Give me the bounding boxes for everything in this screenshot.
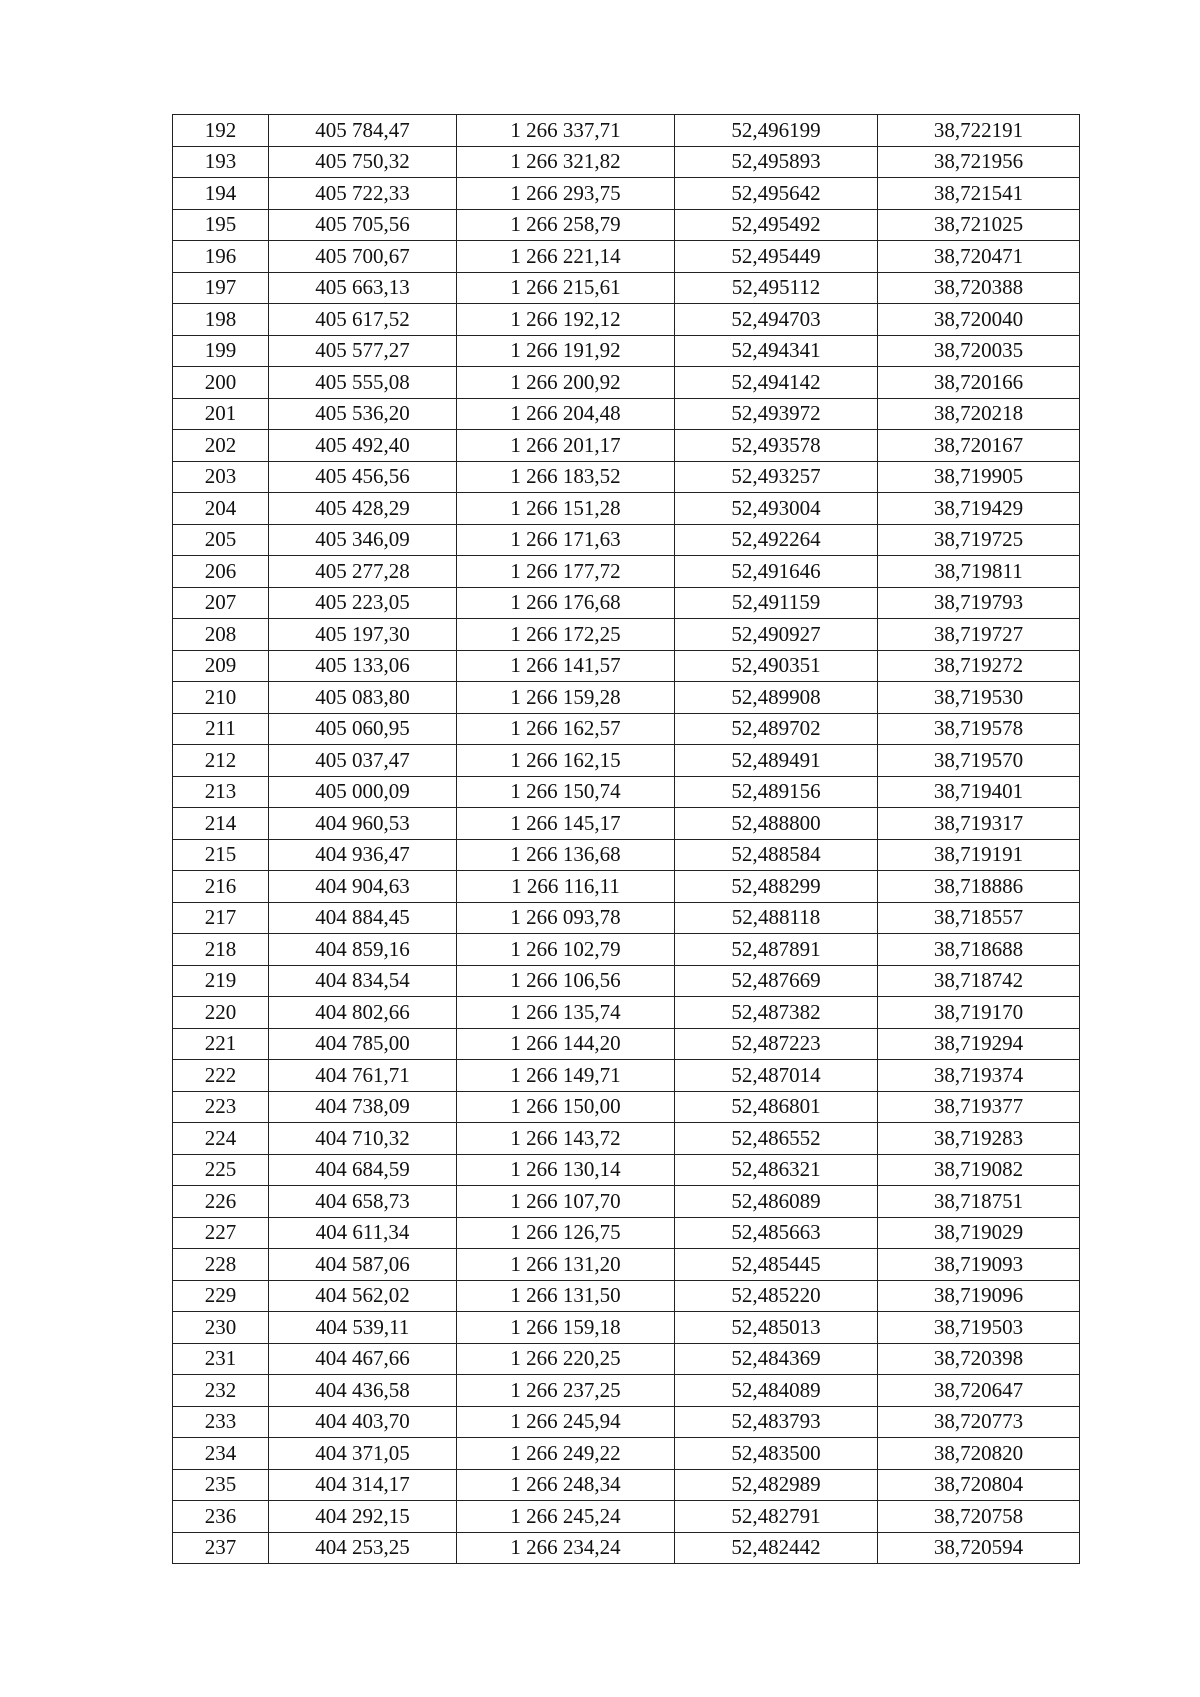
y-coordinate-cell: 1 266 107,70 <box>457 1186 675 1218</box>
point-number-cell: 206 <box>173 556 269 588</box>
latitude-cell: 52,488299 <box>675 871 878 903</box>
longitude-cell: 38,719170 <box>878 997 1080 1029</box>
longitude-cell: 38,719283 <box>878 1123 1080 1155</box>
x-coordinate-cell: 405 577,27 <box>269 335 457 367</box>
point-number-cell: 226 <box>173 1186 269 1218</box>
longitude-cell: 38,719570 <box>878 745 1080 777</box>
latitude-cell: 52,485220 <box>675 1280 878 1312</box>
point-number-cell: 194 <box>173 178 269 210</box>
table-row <box>173 1028 1080 1060</box>
y-coordinate-cell: 1 266 200,92 <box>457 367 675 399</box>
x-coordinate-cell: 405 133,06 <box>269 650 457 682</box>
latitude-cell: 52,494142 <box>675 367 878 399</box>
latitude-cell: 52,485445 <box>675 1249 878 1281</box>
latitude-cell: 52,486089 <box>675 1186 878 1218</box>
latitude-cell: 52,485013 <box>675 1312 878 1344</box>
longitude-cell: 38,720166 <box>878 367 1080 399</box>
longitude-cell: 38,718557 <box>878 902 1080 934</box>
point-number-cell: 218 <box>173 934 269 966</box>
longitude-cell: 38,721956 <box>878 146 1080 178</box>
x-coordinate-cell: 404 936,47 <box>269 839 457 871</box>
point-number-cell: 197 <box>173 272 269 304</box>
table-row <box>173 619 1080 651</box>
latitude-cell: 52,491159 <box>675 587 878 619</box>
latitude-cell: 52,488800 <box>675 808 878 840</box>
point-number-cell: 236 <box>173 1501 269 1533</box>
point-number-cell: 204 <box>173 493 269 525</box>
x-coordinate-cell: 404 562,02 <box>269 1280 457 1312</box>
point-number-cell: 210 <box>173 682 269 714</box>
table-row <box>173 1438 1080 1470</box>
longitude-cell: 38,719811 <box>878 556 1080 588</box>
point-number-cell: 233 <box>173 1406 269 1438</box>
y-coordinate-cell: 1 266 245,94 <box>457 1406 675 1438</box>
x-coordinate-cell: 404 761,71 <box>269 1060 457 1092</box>
x-coordinate-cell: 405 000,09 <box>269 776 457 808</box>
x-coordinate-cell: 404 960,53 <box>269 808 457 840</box>
longitude-cell: 38,718688 <box>878 934 1080 966</box>
point-number-cell: 200 <box>173 367 269 399</box>
x-coordinate-cell: 405 428,29 <box>269 493 457 525</box>
point-number-cell: 230 <box>173 1312 269 1344</box>
longitude-cell: 38,719401 <box>878 776 1080 808</box>
y-coordinate-cell: 1 266 150,74 <box>457 776 675 808</box>
point-number-cell: 207 <box>173 587 269 619</box>
longitude-cell: 38,719093 <box>878 1249 1080 1281</box>
latitude-cell: 52,493578 <box>675 430 878 462</box>
point-number-cell: 195 <box>173 209 269 241</box>
x-coordinate-cell: 405 555,08 <box>269 367 457 399</box>
y-coordinate-cell: 1 266 237,25 <box>457 1375 675 1407</box>
y-coordinate-cell: 1 266 126,75 <box>457 1217 675 1249</box>
point-number-cell: 202 <box>173 430 269 462</box>
latitude-cell: 52,487223 <box>675 1028 878 1060</box>
x-coordinate-cell: 405 722,33 <box>269 178 457 210</box>
x-coordinate-cell: 405 037,47 <box>269 745 457 777</box>
table-row <box>173 745 1080 777</box>
point-number-cell: 212 <box>173 745 269 777</box>
longitude-cell: 38,720218 <box>878 398 1080 430</box>
x-coordinate-cell: 405 705,56 <box>269 209 457 241</box>
table-row <box>173 241 1080 273</box>
x-coordinate-cell: 405 223,05 <box>269 587 457 619</box>
latitude-cell: 52,495893 <box>675 146 878 178</box>
y-coordinate-cell: 1 266 131,50 <box>457 1280 675 1312</box>
point-number-cell: 193 <box>173 146 269 178</box>
y-coordinate-cell: 1 266 145,17 <box>457 808 675 840</box>
y-coordinate-cell: 1 266 151,28 <box>457 493 675 525</box>
table-row <box>173 461 1080 493</box>
y-coordinate-cell: 1 266 337,71 <box>457 115 675 147</box>
longitude-cell: 38,719191 <box>878 839 1080 871</box>
longitude-cell: 38,719727 <box>878 619 1080 651</box>
latitude-cell: 52,489908 <box>675 682 878 714</box>
latitude-cell: 52,482989 <box>675 1469 878 1501</box>
point-number-cell: 209 <box>173 650 269 682</box>
table-row <box>173 934 1080 966</box>
point-number-cell: 223 <box>173 1091 269 1123</box>
latitude-cell: 52,489491 <box>675 745 878 777</box>
table-row <box>173 1280 1080 1312</box>
x-coordinate-cell: 404 802,66 <box>269 997 457 1029</box>
y-coordinate-cell: 1 266 135,74 <box>457 997 675 1029</box>
point-number-cell: 237 <box>173 1532 269 1564</box>
table-row <box>173 1375 1080 1407</box>
y-coordinate-cell: 1 266 136,68 <box>457 839 675 871</box>
point-number-cell: 201 <box>173 398 269 430</box>
latitude-cell: 52,488118 <box>675 902 878 934</box>
longitude-cell: 38,720820 <box>878 1438 1080 1470</box>
x-coordinate-cell: 405 784,47 <box>269 115 457 147</box>
table-row <box>173 871 1080 903</box>
x-coordinate-cell: 405 492,40 <box>269 430 457 462</box>
x-coordinate-cell: 405 750,32 <box>269 146 457 178</box>
x-coordinate-cell: 404 436,58 <box>269 1375 457 1407</box>
y-coordinate-cell: 1 266 321,82 <box>457 146 675 178</box>
longitude-cell: 38,719725 <box>878 524 1080 556</box>
point-number-cell: 199 <box>173 335 269 367</box>
point-number-cell: 225 <box>173 1154 269 1186</box>
x-coordinate-cell: 405 617,52 <box>269 304 457 336</box>
table-row <box>173 1343 1080 1375</box>
x-coordinate-cell: 404 371,05 <box>269 1438 457 1470</box>
latitude-cell: 52,495449 <box>675 241 878 273</box>
table-row <box>173 115 1080 147</box>
x-coordinate-cell: 404 587,06 <box>269 1249 457 1281</box>
table-row <box>173 1154 1080 1186</box>
table-row <box>173 1091 1080 1123</box>
y-coordinate-cell: 1 266 183,52 <box>457 461 675 493</box>
latitude-cell: 52,483793 <box>675 1406 878 1438</box>
x-coordinate-cell: 405 060,95 <box>269 713 457 745</box>
y-coordinate-cell: 1 266 215,61 <box>457 272 675 304</box>
x-coordinate-cell: 405 083,80 <box>269 682 457 714</box>
table-row <box>173 1532 1080 1564</box>
y-coordinate-cell: 1 266 176,68 <box>457 587 675 619</box>
point-number-cell: 208 <box>173 619 269 651</box>
table-row <box>173 1249 1080 1281</box>
longitude-cell: 38,719374 <box>878 1060 1080 1092</box>
x-coordinate-cell: 404 292,15 <box>269 1501 457 1533</box>
x-coordinate-cell: 404 710,32 <box>269 1123 457 1155</box>
latitude-cell: 52,496199 <box>675 115 878 147</box>
longitude-cell: 38,719429 <box>878 493 1080 525</box>
table-row <box>173 997 1080 1029</box>
latitude-cell: 52,482791 <box>675 1501 878 1533</box>
longitude-cell: 38,719905 <box>878 461 1080 493</box>
x-coordinate-cell: 404 859,16 <box>269 934 457 966</box>
x-coordinate-cell: 405 536,20 <box>269 398 457 430</box>
point-number-cell: 217 <box>173 902 269 934</box>
y-coordinate-cell: 1 266 131,20 <box>457 1249 675 1281</box>
y-coordinate-cell: 1 266 159,28 <box>457 682 675 714</box>
y-coordinate-cell: 1 266 172,25 <box>457 619 675 651</box>
longitude-cell: 38,721541 <box>878 178 1080 210</box>
longitude-cell: 38,719272 <box>878 650 1080 682</box>
y-coordinate-cell: 1 266 191,92 <box>457 335 675 367</box>
latitude-cell: 52,495642 <box>675 178 878 210</box>
longitude-cell: 38,719530 <box>878 682 1080 714</box>
point-number-cell: 196 <box>173 241 269 273</box>
x-coordinate-cell: 405 663,13 <box>269 272 457 304</box>
table-row <box>173 1217 1080 1249</box>
table-row <box>173 524 1080 556</box>
y-coordinate-cell: 1 266 149,71 <box>457 1060 675 1092</box>
x-coordinate-cell: 404 884,45 <box>269 902 457 934</box>
point-number-cell: 198 <box>173 304 269 336</box>
y-coordinate-cell: 1 266 171,63 <box>457 524 675 556</box>
y-coordinate-cell: 1 266 141,57 <box>457 650 675 682</box>
point-number-cell: 216 <box>173 871 269 903</box>
latitude-cell: 52,490351 <box>675 650 878 682</box>
point-number-cell: 224 <box>173 1123 269 1155</box>
x-coordinate-cell: 404 658,73 <box>269 1186 457 1218</box>
latitude-cell: 52,486801 <box>675 1091 878 1123</box>
y-coordinate-cell: 1 266 130,14 <box>457 1154 675 1186</box>
longitude-cell: 38,720167 <box>878 430 1080 462</box>
table-row <box>173 493 1080 525</box>
y-coordinate-cell: 1 266 234,24 <box>457 1532 675 1564</box>
table-row <box>173 335 1080 367</box>
x-coordinate-cell: 405 346,09 <box>269 524 457 556</box>
x-coordinate-cell: 404 467,66 <box>269 1343 457 1375</box>
point-number-cell: 231 <box>173 1343 269 1375</box>
longitude-cell: 38,720471 <box>878 241 1080 273</box>
coordinates-table-body <box>173 115 1080 1564</box>
longitude-cell: 38,718742 <box>878 965 1080 997</box>
point-number-cell: 227 <box>173 1217 269 1249</box>
latitude-cell: 52,486552 <box>675 1123 878 1155</box>
x-coordinate-cell: 404 684,59 <box>269 1154 457 1186</box>
longitude-cell: 38,719096 <box>878 1280 1080 1312</box>
table-row <box>173 367 1080 399</box>
x-coordinate-cell: 404 904,63 <box>269 871 457 903</box>
table-row <box>173 1123 1080 1155</box>
table-row <box>173 650 1080 682</box>
longitude-cell: 38,720773 <box>878 1406 1080 1438</box>
table-row <box>173 587 1080 619</box>
point-number-cell: 234 <box>173 1438 269 1470</box>
y-coordinate-cell: 1 266 162,15 <box>457 745 675 777</box>
y-coordinate-cell: 1 266 162,57 <box>457 713 675 745</box>
longitude-cell: 38,720804 <box>878 1469 1080 1501</box>
y-coordinate-cell: 1 266 249,22 <box>457 1438 675 1470</box>
x-coordinate-cell: 405 197,30 <box>269 619 457 651</box>
y-coordinate-cell: 1 266 093,78 <box>457 902 675 934</box>
x-coordinate-cell: 405 456,56 <box>269 461 457 493</box>
longitude-cell: 38,718886 <box>878 871 1080 903</box>
longitude-cell: 38,719317 <box>878 808 1080 840</box>
table-row <box>173 839 1080 871</box>
longitude-cell: 38,719578 <box>878 713 1080 745</box>
point-number-cell: 213 <box>173 776 269 808</box>
table-row <box>173 556 1080 588</box>
x-coordinate-cell: 404 403,70 <box>269 1406 457 1438</box>
x-coordinate-cell: 404 738,09 <box>269 1091 457 1123</box>
y-coordinate-cell: 1 266 204,48 <box>457 398 675 430</box>
table-row <box>173 146 1080 178</box>
point-number-cell: 229 <box>173 1280 269 1312</box>
x-coordinate-cell: 405 700,67 <box>269 241 457 273</box>
x-coordinate-cell: 404 253,25 <box>269 1532 457 1564</box>
longitude-cell: 38,721025 <box>878 209 1080 241</box>
y-coordinate-cell: 1 266 143,72 <box>457 1123 675 1155</box>
y-coordinate-cell: 1 266 144,20 <box>457 1028 675 1060</box>
table-row <box>173 808 1080 840</box>
latitude-cell: 52,484369 <box>675 1343 878 1375</box>
y-coordinate-cell: 1 266 293,75 <box>457 178 675 210</box>
point-number-cell: 215 <box>173 839 269 871</box>
point-number-cell: 221 <box>173 1028 269 1060</box>
y-coordinate-cell: 1 266 159,18 <box>457 1312 675 1344</box>
latitude-cell: 52,493972 <box>675 398 878 430</box>
y-coordinate-cell: 1 266 220,25 <box>457 1343 675 1375</box>
latitude-cell: 52,493257 <box>675 461 878 493</box>
point-number-cell: 192 <box>173 115 269 147</box>
latitude-cell: 52,491646 <box>675 556 878 588</box>
point-number-cell: 222 <box>173 1060 269 1092</box>
latitude-cell: 52,486321 <box>675 1154 878 1186</box>
point-number-cell: 211 <box>173 713 269 745</box>
y-coordinate-cell: 1 266 221,14 <box>457 241 675 273</box>
latitude-cell: 52,492264 <box>675 524 878 556</box>
table-row <box>173 1186 1080 1218</box>
table-row <box>173 272 1080 304</box>
longitude-cell: 38,719377 <box>878 1091 1080 1123</box>
coordinates-table <box>172 114 1080 1564</box>
point-number-cell: 203 <box>173 461 269 493</box>
table-row <box>173 1312 1080 1344</box>
latitude-cell: 52,488584 <box>675 839 878 871</box>
table-row <box>173 430 1080 462</box>
table-row <box>173 178 1080 210</box>
latitude-cell: 52,494341 <box>675 335 878 367</box>
longitude-cell: 38,722191 <box>878 115 1080 147</box>
y-coordinate-cell: 1 266 177,72 <box>457 556 675 588</box>
longitude-cell: 38,720647 <box>878 1375 1080 1407</box>
latitude-cell: 52,489702 <box>675 713 878 745</box>
latitude-cell: 52,493004 <box>675 493 878 525</box>
y-coordinate-cell: 1 266 106,56 <box>457 965 675 997</box>
x-coordinate-cell: 404 834,54 <box>269 965 457 997</box>
longitude-cell: 38,719503 <box>878 1312 1080 1344</box>
table-row <box>173 965 1080 997</box>
longitude-cell: 38,719082 <box>878 1154 1080 1186</box>
table-row <box>173 776 1080 808</box>
longitude-cell: 38,720398 <box>878 1343 1080 1375</box>
latitude-cell: 52,485663 <box>675 1217 878 1249</box>
point-number-cell: 232 <box>173 1375 269 1407</box>
longitude-cell: 38,719294 <box>878 1028 1080 1060</box>
latitude-cell: 52,483500 <box>675 1438 878 1470</box>
latitude-cell: 52,487669 <box>675 965 878 997</box>
x-coordinate-cell: 405 277,28 <box>269 556 457 588</box>
table-row <box>173 1469 1080 1501</box>
latitude-cell: 52,487891 <box>675 934 878 966</box>
latitude-cell: 52,495112 <box>675 272 878 304</box>
table-row <box>173 1501 1080 1533</box>
latitude-cell: 52,484089 <box>675 1375 878 1407</box>
table-row <box>173 398 1080 430</box>
y-coordinate-cell: 1 266 258,79 <box>457 209 675 241</box>
point-number-cell: 235 <box>173 1469 269 1501</box>
latitude-cell: 52,495492 <box>675 209 878 241</box>
table-row <box>173 713 1080 745</box>
table-row <box>173 209 1080 241</box>
point-number-cell: 219 <box>173 965 269 997</box>
x-coordinate-cell: 404 314,17 <box>269 1469 457 1501</box>
y-coordinate-cell: 1 266 116,11 <box>457 871 675 903</box>
x-coordinate-cell: 404 539,11 <box>269 1312 457 1344</box>
longitude-cell: 38,720388 <box>878 272 1080 304</box>
y-coordinate-cell: 1 266 201,17 <box>457 430 675 462</box>
latitude-cell: 52,494703 <box>675 304 878 336</box>
point-number-cell: 220 <box>173 997 269 1029</box>
y-coordinate-cell: 1 266 245,24 <box>457 1501 675 1533</box>
latitude-cell: 52,489156 <box>675 776 878 808</box>
point-number-cell: 205 <box>173 524 269 556</box>
point-number-cell: 214 <box>173 808 269 840</box>
point-number-cell: 228 <box>173 1249 269 1281</box>
latitude-cell: 52,487382 <box>675 997 878 1029</box>
x-coordinate-cell: 404 611,34 <box>269 1217 457 1249</box>
longitude-cell: 38,720594 <box>878 1532 1080 1564</box>
table-row <box>173 1406 1080 1438</box>
latitude-cell: 52,490927 <box>675 619 878 651</box>
longitude-cell: 38,718751 <box>878 1186 1080 1218</box>
table-row <box>173 682 1080 714</box>
longitude-cell: 38,719029 <box>878 1217 1080 1249</box>
longitude-cell: 38,720035 <box>878 335 1080 367</box>
y-coordinate-cell: 1 266 102,79 <box>457 934 675 966</box>
table-row <box>173 304 1080 336</box>
longitude-cell: 38,720758 <box>878 1501 1080 1533</box>
x-coordinate-cell: 404 785,00 <box>269 1028 457 1060</box>
longitude-cell: 38,720040 <box>878 304 1080 336</box>
longitude-cell: 38,719793 <box>878 587 1080 619</box>
y-coordinate-cell: 1 266 192,12 <box>457 304 675 336</box>
y-coordinate-cell: 1 266 150,00 <box>457 1091 675 1123</box>
table-row <box>173 1060 1080 1092</box>
latitude-cell: 52,487014 <box>675 1060 878 1092</box>
table-row <box>173 902 1080 934</box>
y-coordinate-cell: 1 266 248,34 <box>457 1469 675 1501</box>
latitude-cell: 52,482442 <box>675 1532 878 1564</box>
